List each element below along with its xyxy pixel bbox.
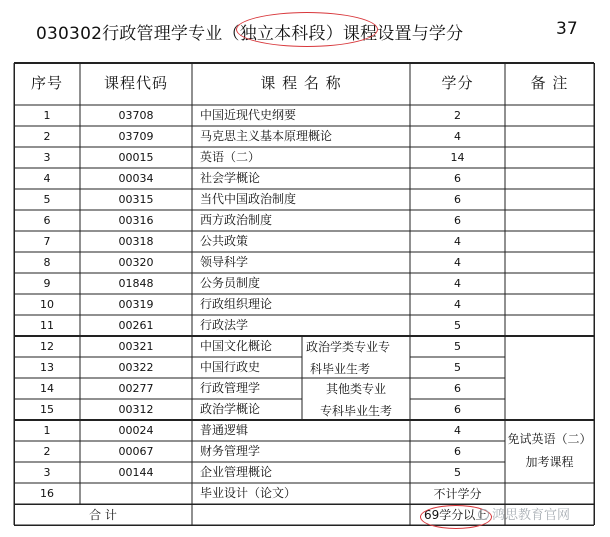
row-credits: 4 (454, 277, 461, 290)
row-course-code: 00312 (118, 403, 154, 416)
row-course-code: 03709 (118, 130, 154, 143)
row-credits: 4 (454, 424, 461, 437)
row-course-name: 马克思主义基本原理概论 (200, 129, 333, 143)
row-credits: 14 (450, 151, 465, 164)
row-credits: 6 (454, 403, 461, 416)
row-index: 1 (43, 424, 51, 437)
row-course-code: 00261 (118, 319, 154, 332)
watermark-logo-icon (478, 509, 489, 520)
row-course-name: 英语（二） (200, 150, 261, 164)
row-index: 9 (43, 277, 51, 290)
row-credits: 6 (454, 214, 461, 227)
row-course-code: 00015 (118, 151, 154, 164)
row-course-name: 行政法学 (200, 318, 249, 332)
row-course-name: 公务员制度 (200, 276, 261, 290)
row-credits: 6 (454, 382, 461, 395)
row-index: 11 (40, 319, 54, 332)
row-index: 14 (40, 382, 54, 395)
page-number: 37 (556, 19, 578, 39)
exempt-note: 加考课程 (525, 455, 574, 469)
row-index: 5 (43, 193, 51, 206)
row-index: 3 (43, 151, 51, 164)
row-index: 12 (40, 340, 54, 353)
row-course-name: 行政组织理论 (200, 297, 273, 311)
watermark (478, 504, 570, 523)
row-course-name: 行政管理学 (200, 381, 261, 395)
group-note-political: 科毕业生考 (310, 362, 371, 376)
row-index: 10 (40, 298, 54, 311)
row-credits: 4 (454, 256, 461, 269)
row-index: 15 (40, 403, 54, 416)
row-credits: 5 (454, 319, 461, 332)
row-credits: 不计学分 (433, 487, 482, 501)
row-course-name: 领导科学 (200, 255, 249, 269)
row-index: 2 (43, 445, 51, 458)
row-course-code: 00315 (118, 193, 154, 206)
row-course-code: 00144 (118, 466, 154, 479)
row-index: 1 (43, 109, 51, 122)
row-course-code: 00277 (118, 382, 154, 395)
row-credits: 6 (454, 445, 461, 458)
header-credits: 学分 (441, 74, 474, 92)
row-credits: 6 (454, 193, 461, 206)
row-course-code: 01848 (118, 277, 154, 290)
group-note-other: 其他类专业 (325, 382, 387, 396)
watermark-text: 鸿思教育官网 (492, 508, 571, 523)
header-index: 序号 (30, 74, 64, 92)
row-course-name: 财务管理学 (200, 444, 261, 458)
header-course-code: 课程代码 (103, 74, 169, 92)
total-credits: 69学分以上 (424, 508, 488, 522)
row-course-name: 中国行政史 (200, 360, 261, 374)
row-credits: 2 (454, 109, 461, 122)
row-credits: 5 (454, 340, 461, 353)
row-credits: 4 (454, 235, 461, 248)
header-course-name: 课 程 名 称 (260, 74, 342, 92)
row-course-name: 毕业设计（论文） (200, 486, 297, 500)
group-note-other: 专科毕业生考 (319, 404, 393, 418)
row-course-code: 03708 (118, 109, 154, 122)
row-course-code: 00067 (118, 445, 154, 458)
row-index: 13 (40, 361, 54, 374)
row-course-code: 00024 (118, 424, 154, 437)
row-credits: 4 (454, 130, 461, 143)
row-course-code: 00320 (118, 256, 154, 269)
row-index: 3 (43, 466, 51, 479)
row-course-name: 当代中国政治制度 (200, 192, 297, 206)
row-course-name: 企业管理概论 (200, 465, 273, 479)
row-course-code: 00322 (118, 361, 154, 374)
row-credits: 5 (454, 466, 461, 479)
row-course-name: 普通逻辑 (200, 423, 249, 437)
row-index: 4 (43, 172, 51, 185)
row-index: 16 (40, 487, 54, 500)
row-index: 2 (43, 130, 51, 143)
row-course-code: 00034 (118, 172, 154, 185)
page-title: 030302行政管理学专业（独立本科段）课程设置与学分 (36, 24, 464, 44)
row-course-name: 公共政策 (200, 234, 249, 248)
row-course-code: 00321 (118, 340, 154, 353)
total-label: 合 计 (89, 508, 117, 522)
row-course-name: 中国近现代史纲要 (200, 108, 297, 122)
row-index: 8 (43, 256, 51, 269)
row-credits: 4 (454, 298, 461, 311)
row-index: 6 (43, 214, 51, 227)
row-course-code: 00319 (118, 298, 154, 311)
row-index: 7 (43, 235, 51, 248)
row-course-name: 中国文化概论 (200, 339, 273, 353)
row-course-code: 00316 (118, 214, 154, 227)
row-credits: 5 (454, 361, 461, 374)
exempt-note: 免试英语（二） (507, 432, 592, 446)
row-course-name: 政治学概论 (200, 402, 261, 416)
row-course-name: 西方政治制度 (200, 213, 273, 227)
row-course-code: 00318 (118, 235, 154, 248)
row-course-name: 社会学概论 (200, 171, 261, 185)
header-remarks: 备 注 (530, 74, 569, 92)
group-note-political: 政治学类专业专 (306, 340, 391, 354)
row-credits: 6 (454, 172, 461, 185)
